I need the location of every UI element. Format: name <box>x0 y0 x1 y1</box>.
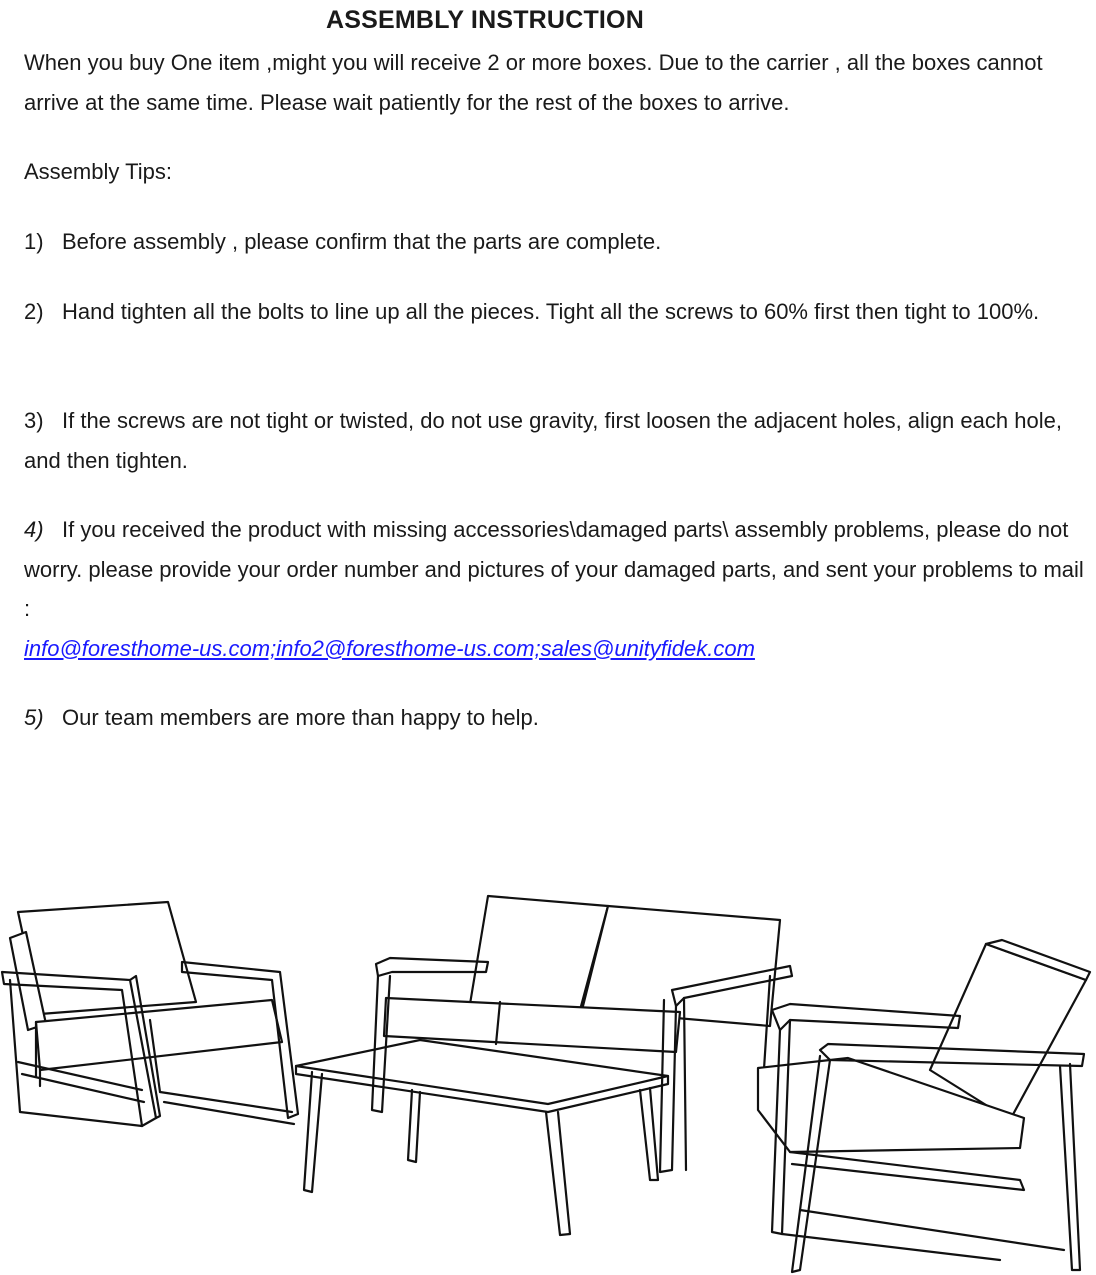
tip-2 <box>24 292 1084 332</box>
tip-number: 1) <box>24 229 44 254</box>
tip-5 <box>24 698 1084 738</box>
tip-text: Hand tighten all the bolts to line up all the pieces. Tight all the screws to 60% first then tight to 100%. <box>62 299 1040 324</box>
sofa-drawing <box>372 896 792 1172</box>
tip-number: 3) <box>24 408 44 433</box>
page-title: ASSEMBLY INSTRUCTION <box>326 6 644 34</box>
intro-paragraph: When you buy One item ,might you will receive 2 or more boxes. Due to the carrier , all the boxes cannot arrive at the same time. Please wait patiently for the rest of the boxes to arrive. <box>24 50 1043 115</box>
tip-number: 5) <box>24 705 44 730</box>
tips-heading: Assembly Tips: <box>24 159 172 184</box>
tip-number: 2) <box>24 299 44 324</box>
tip-text: If you received the product with missing accessories\damaged parts\ assembly problems, please do not worry. please provide your order number and pictures of your damaged parts, and sent your problems to mail : <box>24 517 1084 621</box>
left-armchair-drawing <box>2 902 298 1126</box>
email-link[interactable]: info@foresthome-us.com;info2@foresthome-us.com;sales@unityfidek.com <box>24 635 755 661</box>
coffee-table-drawing <box>296 1040 668 1235</box>
tip-text: Our team members are more than happy to help. <box>62 705 539 730</box>
tip-4 <box>24 510 1084 668</box>
tip-text: If the screws are not tight or twisted, do not use gravity, first loosen the adjacent holes, align each hole, and then tighten. <box>24 408 1062 473</box>
furniture-set-illustration <box>0 880 1096 1275</box>
tip-number: 4) <box>24 517 44 542</box>
tip-1 <box>24 222 1084 262</box>
tip-text: Before assembly , please confirm that the parts are complete. <box>62 229 662 254</box>
right-armchair-drawing <box>758 940 1090 1272</box>
tip-3 <box>24 401 1084 480</box>
